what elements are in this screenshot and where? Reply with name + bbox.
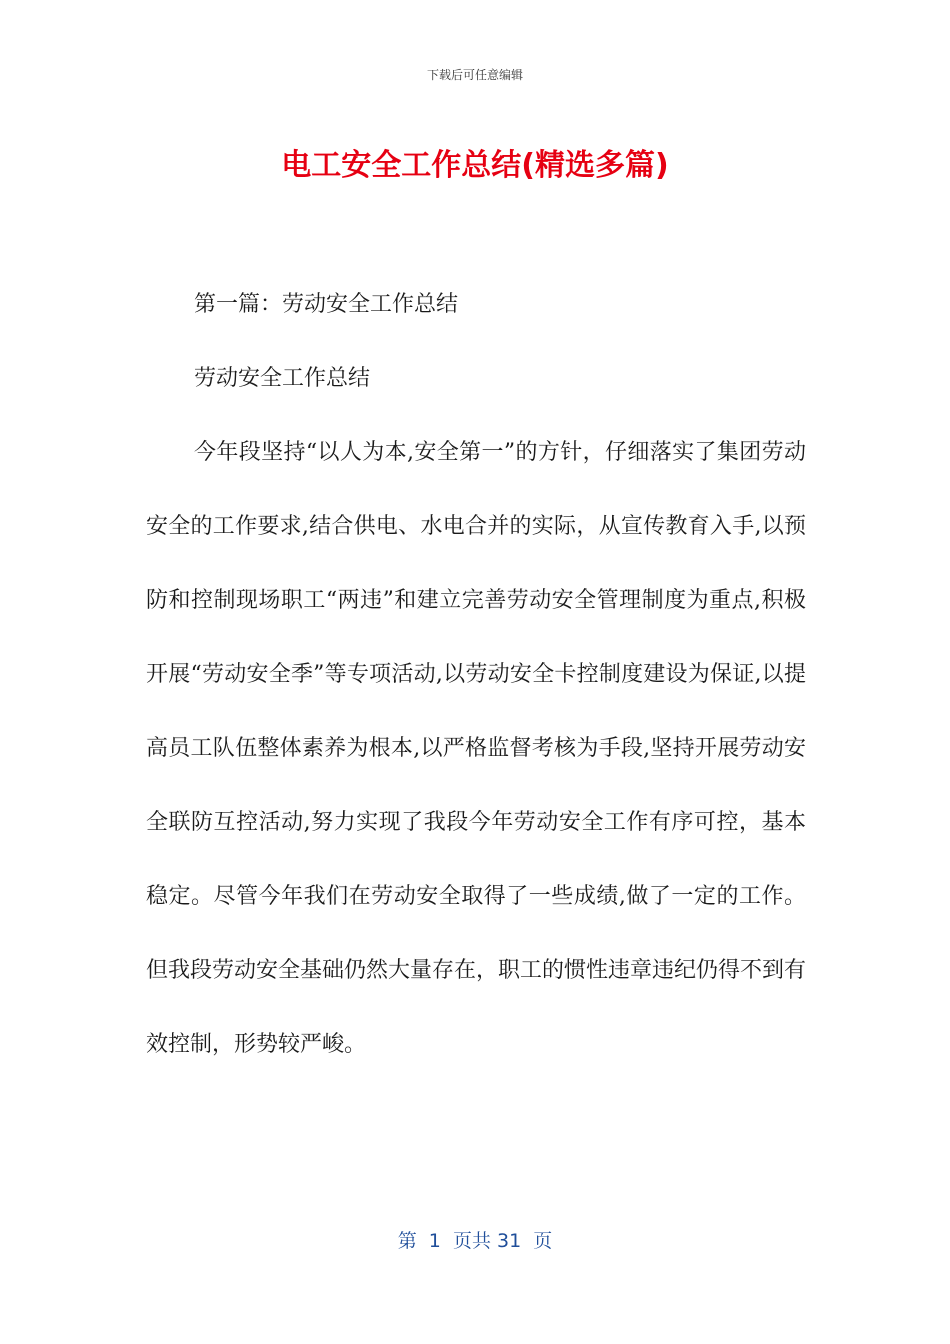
document-title: 电工安全工作总结(精选多篇) <box>281 148 669 183</box>
page-indicator: 第 1 页共 31 页 <box>397 1230 553 1252</box>
document-body <box>146 268 806 1082</box>
body-paragraph: 今年段坚持“以人为本,安全第一”的方针，仔细落实了集团劳动安全的工作要求,结合供电、水电合并的实际，从宣传教育入手,以预防和控制现场职工“两违”和建立完善劳动安全管理制度为重点,积极开展“劳动安全季”等专项活动,以劳动安全卡控制度建设为保证,以提高员工队伍整体素养为根本,以严格监督考核为手段,坚持开展劳动安全联防互控活动,努力实现了我段今年劳动安全工作有序可控，基本稳定。尽管今年我们在劳动安全取得了一些成绩,做了一定的工作。但我段劳动安全基础仍然大量存在，职工的惯性违章违纪仍得不到有效控制，形势较严峻。 <box>146 440 807 1057</box>
section-heading: 第一篇：劳动安全工作总结 <box>194 292 459 317</box>
sub-heading: 劳动安全工作总结 <box>194 366 371 391</box>
header-note: 下载后可任意编辑 <box>426 68 523 82</box>
